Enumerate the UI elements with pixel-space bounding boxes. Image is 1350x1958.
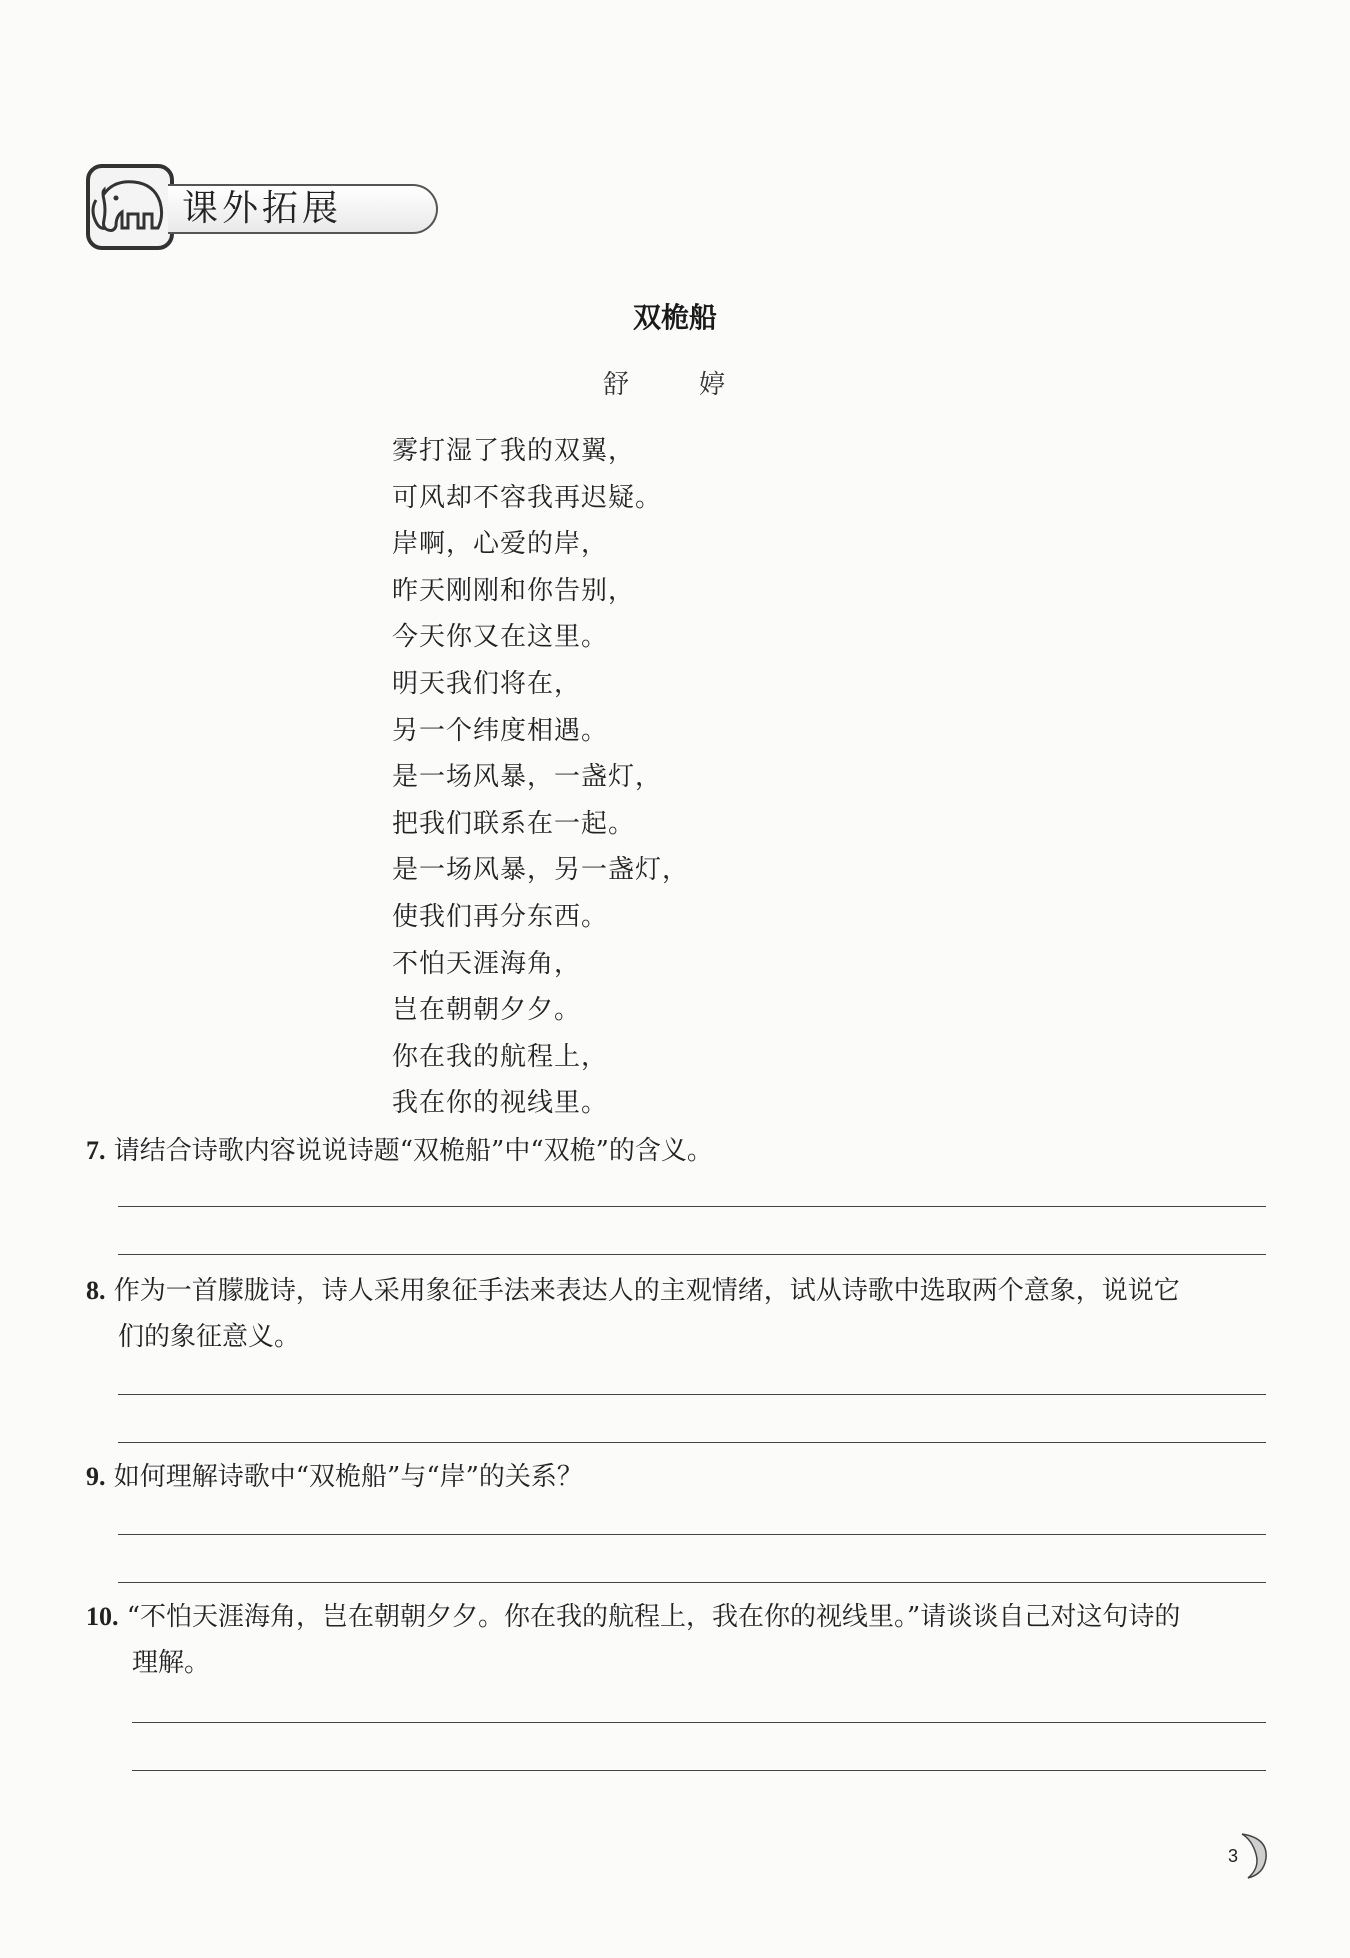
answer-line-q8-1[interactable] bbox=[118, 1394, 1266, 1395]
question-number: 10. bbox=[86, 1602, 119, 1631]
question-7 bbox=[86, 1128, 1272, 1174]
question-number: 8. bbox=[86, 1276, 106, 1305]
question-text: 如何理解诗歌中“双桅船”与“岸”的关系？ bbox=[113, 1462, 583, 1492]
question-number: 7. bbox=[86, 1136, 106, 1165]
poem-line: 雾打湿了我的双翼， bbox=[392, 436, 636, 466]
answer-line-q7-2[interactable] bbox=[118, 1254, 1266, 1255]
poem-line: 把我们联系在一起。 bbox=[392, 808, 636, 839]
poem-body bbox=[392, 428, 689, 1127]
poem-title: 双桅船 bbox=[632, 301, 717, 334]
answer-line-q10-2[interactable] bbox=[132, 1770, 1266, 1771]
poem-line: 明天我们将在， bbox=[392, 668, 582, 699]
poem-line: 今天你又在这里。 bbox=[392, 622, 609, 653]
answer-line-q9-2[interactable] bbox=[118, 1582, 1266, 1583]
poem-line: 是一场风暴，另一盏灯， bbox=[392, 855, 690, 886]
question-text: 请结合诗歌内容说说诗题“双桅船”中“双桅”的含义。 bbox=[113, 1136, 713, 1166]
question-text-continued: 理解。 bbox=[132, 1648, 211, 1678]
section-header bbox=[82, 160, 362, 254]
poem-line: 可风却不容我再迟疑。 bbox=[392, 482, 663, 513]
question-9 bbox=[86, 1454, 1272, 1500]
poem-line: 岂在朝朝夕夕。 bbox=[392, 995, 582, 1026]
elephant-icon bbox=[82, 160, 178, 254]
poem-line: 岸啊，心爱的岸， bbox=[392, 529, 609, 560]
question-text: “不怕天涯海角，岂在朝朝夕夕。你在我的航程上，我在你的视线里。”请谈谈自己对这句诗的 bbox=[126, 1602, 1181, 1632]
answer-line-q8-2[interactable] bbox=[118, 1442, 1266, 1443]
section-title: 课外拓展 bbox=[182, 188, 343, 229]
question-10 bbox=[86, 1594, 1272, 1686]
poem-line: 是一场风暴，一盏灯， bbox=[392, 762, 663, 793]
answer-line-q7-1[interactable] bbox=[118, 1206, 1266, 1207]
poem-line: 另一个纬度相遇。 bbox=[392, 715, 609, 746]
answer-line-q9-1[interactable] bbox=[118, 1534, 1266, 1535]
question-8 bbox=[86, 1268, 1272, 1360]
poem-author: 舒 婷 bbox=[602, 370, 747, 400]
page-corner-ornament bbox=[1212, 1830, 1272, 1880]
answer-line-q10-1[interactable] bbox=[132, 1722, 1266, 1723]
page-number: 3 bbox=[1228, 1846, 1239, 1866]
question-number: 9. bbox=[86, 1462, 106, 1491]
poem-line: 不怕天涯海角， bbox=[392, 948, 582, 979]
poem-line: 昨天刚刚和你告别， bbox=[392, 575, 636, 606]
question-text-continued: 们的象征意义。 bbox=[118, 1322, 301, 1352]
poem-line: 使我们再分东西。 bbox=[392, 901, 609, 932]
poem-line: 你在我的航程上， bbox=[392, 1041, 609, 1072]
question-text: 作为一首朦胧诗，诗人采用象征手法来表达人的主观情绪，试从诗歌中选取两个意象，说说它 bbox=[113, 1276, 1180, 1306]
poem-line: 我在你的视线里。 bbox=[392, 1088, 609, 1119]
